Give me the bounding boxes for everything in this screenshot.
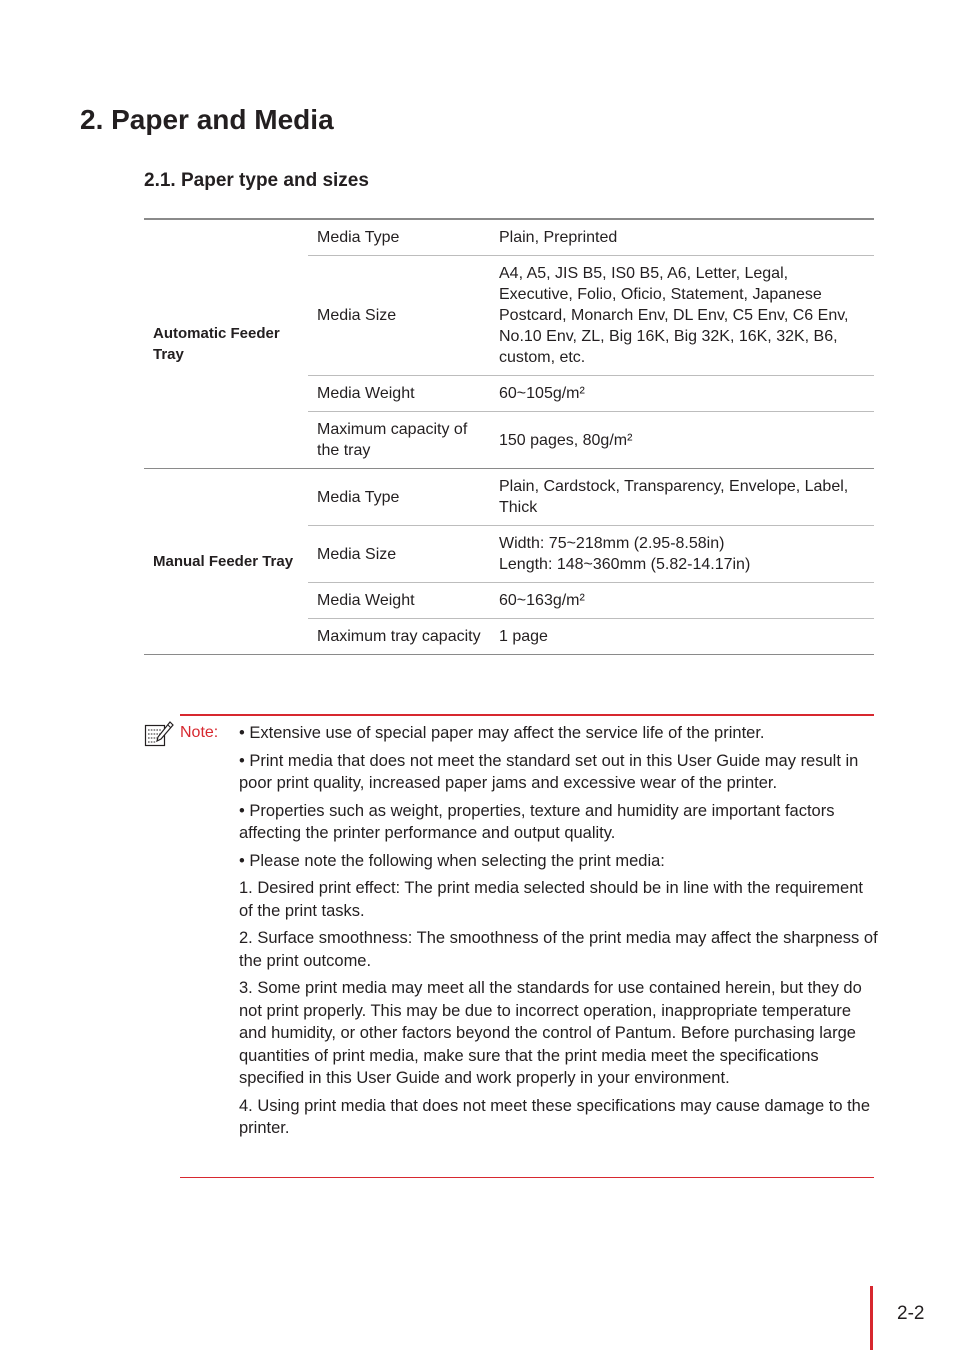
note-item: 4. Using print media that does not meet these specifications may cause damage to the printer. — [239, 1096, 871, 1137]
attr-cell: Media Type — [317, 488, 400, 506]
page-title: 2. Paper and Media — [80, 104, 334, 135]
value-cell: 150 pages, 80g/m² — [499, 431, 633, 449]
note-item: • Please note the following when selecting the print media: — [239, 851, 665, 870]
note-bottom-rule — [180, 1177, 874, 1178]
attr-cell: Maximum tray capacity — [317, 628, 481, 645]
value-cell: 60~163g/m² — [499, 592, 585, 609]
attr-cell: Media Size — [317, 307, 397, 324]
paper-spec-table — [144, 218, 874, 655]
note-item: • Print media that does not meet the standard set out in this User Guide may result in poor print quality, increased paper jams and excessive wear of the printer. — [239, 751, 859, 792]
attr-cell: Media Weight — [317, 385, 415, 402]
attr-cell: Media Size — [317, 545, 397, 563]
page-number: 2-2 — [897, 1303, 925, 1324]
note-item: • Extensive use of special paper may affect the service life of the printer. — [239, 724, 765, 742]
note-body — [239, 722, 879, 1145]
note-item: 2. Surface smoothness: The smoothness of the print media may affect the sharpness of the print outcome. — [239, 929, 878, 970]
table-row — [144, 469, 874, 526]
value-cell: Plain, Preprinted — [499, 229, 618, 246]
note-item: 3. Some print media may meet all the standards for use contained herein, but they do not print properly. This may be due to incorrect operation, inappropriate temperature and humidity, or other factors beyond the control of Pantum. Before purchasing large quantities of print media, make sure that the print media meet the specifications specified in this User Guide and work properly in your environment. — [239, 979, 862, 1087]
note-label: Note: — [180, 724, 219, 741]
page-number-bar — [870, 1286, 873, 1350]
value-line: Length: 148~360mm (5.82-14.17in) — [499, 556, 751, 573]
attr-cell: Media Type — [317, 229, 400, 246]
value-cell: 60~105g/m² — [499, 385, 585, 402]
section-title: 2.1. Paper type and sizes — [144, 170, 369, 191]
value-line: Width: 75~218mm (2.95-8.58in) — [499, 535, 725, 552]
value-cell — [490, 526, 874, 583]
note-item: 1. Desired print effect: The print media selected should be in line with the requirement of the print tasks. — [239, 879, 863, 920]
table-row — [144, 219, 874, 256]
group-label-manual: Manual Feeder Tray — [144, 469, 308, 655]
note-item: • Properties such as weight, properties, texture and humidity are important factors affecting the printer performance and output quality. — [239, 801, 835, 842]
group-label-automatic: Automatic Feeder Tray — [144, 219, 308, 469]
attr-cell: Media Weight — [317, 592, 415, 609]
attr-cell: Maximum capacity of the tray — [317, 421, 468, 459]
value-cell: Plain, Cardstock, Transparency, Envelope, Label, Thick — [499, 478, 849, 516]
note-top-rule — [180, 714, 874, 716]
value-cell: A4, A5, JIS B5, IS0 B5, A6, Letter, Legal, Executive, Folio, Oficio, Statement, Japanese Postcard, Monarch Env, DL Env, C5 Env, C6 Env, No.10 Env, ZL, Big 16K, Big 32K, 16K, 32K, B6, custom, etc. — [499, 265, 849, 366]
value-cell: 1 page — [499, 628, 548, 645]
note-pencil-icon — [144, 721, 174, 747]
